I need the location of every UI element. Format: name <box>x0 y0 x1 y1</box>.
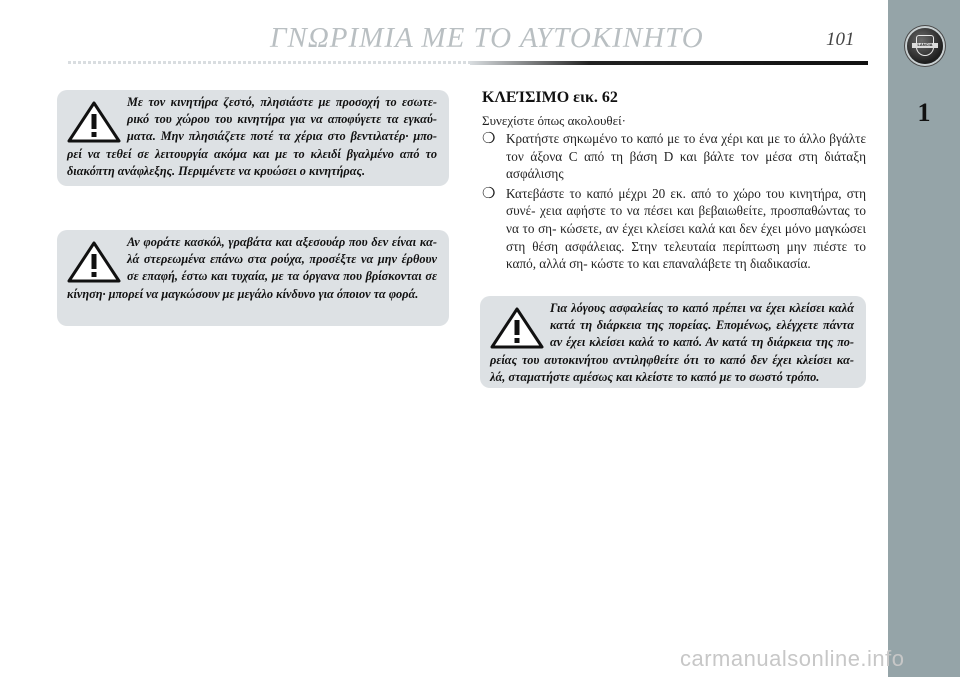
warning-box-hood-closed <box>480 296 866 388</box>
section-title: ΚΛΕΊΣΙΜΟ εικ. 62 <box>482 89 618 106</box>
warning-text: Για λόγους ασφαλείας το καπό πρέπει να έχει κλείσει καλά κατά τη διάρκεια της πορείας. Επομένως, ελέγχετε πάντα αν έχει κλείσει καλά το καπό. Αν κατά τη διάρκεια της πο- ρείας του αυτοκινήτου αντιληφθείτε ότι το καπό δεν έχει κλείσει κα- λά, σταματήστε αμέσως και κλείστε το καπό με το σωστό τρόπο. <box>490 301 854 384</box>
chapter-tab-number[interactable]: 1 <box>917 98 931 127</box>
warning-text: Αν φοράτε κασκόλ, γραβάτα και αξεσουάρ που δεν είναι κα- λά στερεωμένα επάνω στα ρούχα, προσέξτε να μην έρθουν σε επαφή, έστω και τυχαία, με τα όργανα που βρίσκονται σε κίνηση· μπορεί να μαγκώσουν με μεγάλο κίνδυνο για όποιον τα φορά. <box>67 235 437 301</box>
header-divider-light <box>68 61 470 64</box>
warning-box-loose-clothing <box>57 230 449 326</box>
watermark-text: carmanualsonline.info <box>680 646 905 671</box>
page-number: 101 <box>826 29 855 50</box>
list-item: ❍ Κρατήστε σηκωμένο το καπό με το ένα χέρι και με το άλλο βγάλτε τον άξονα C από τη βάση D και βάλτε τον μέσα στη διάταξη ασφάλισης <box>482 131 866 182</box>
bullet-circle-icon: ❍ <box>482 185 496 202</box>
section-intro: Συνεχίστε όπως ακολουθεί· <box>482 113 626 128</box>
lancia-logo-icon: LANCIA <box>907 28 943 64</box>
warning-text: Με τον κινητήρα ζεστό, πλησιάστε με προσοχή το εσωτε- ρικό του χώρου του κινητήρα για να αποφύγετε τα εγκαύ- ματα. Μην πλησιάζετε ποτέ τα χέρια στο βεντιλατέρ· μπο- ρεί να τεθεί σε λειτουργία ακόμα και με το κλειδί βγαλμένο από το διακόπτη ανάφλεξης. Περιμένετε να κρυώσει ο κινητήρας. <box>67 95 437 178</box>
warning-box-hot-engine <box>57 90 449 186</box>
warning-triangle-icon <box>67 100 121 144</box>
warning-triangle-icon <box>67 240 121 284</box>
list-item: ❍ Κατεβάστε το καπό μέχρι 20 εκ. από το χώρο του κινητήρα, στη συνέ- χεια αφήστε το να πέσει και βεβαιωθείτε, προσπαθώντας το να το ση- κώσετε, αν έχει κλείσει καλά και δεν έχει μόνο μαγκώσει στη θέση ασφάλειας. Στην τελευταία περίπτωση μην πιέστε το καπό, αλλά ση- κώστε το και επαναλάβετε τη διαδικασία. <box>482 185 866 272</box>
page-header-title: ΓΝΩΡΙΜΙΑ ΜΕ ΤΟ ΑΥΤΟΚΙΝΗΤΟ <box>270 22 704 54</box>
instruction-list <box>480 130 866 275</box>
warning-triangle-icon <box>490 306 544 350</box>
header-divider-dark <box>470 61 868 65</box>
bullet-circle-icon: ❍ <box>482 131 496 147</box>
